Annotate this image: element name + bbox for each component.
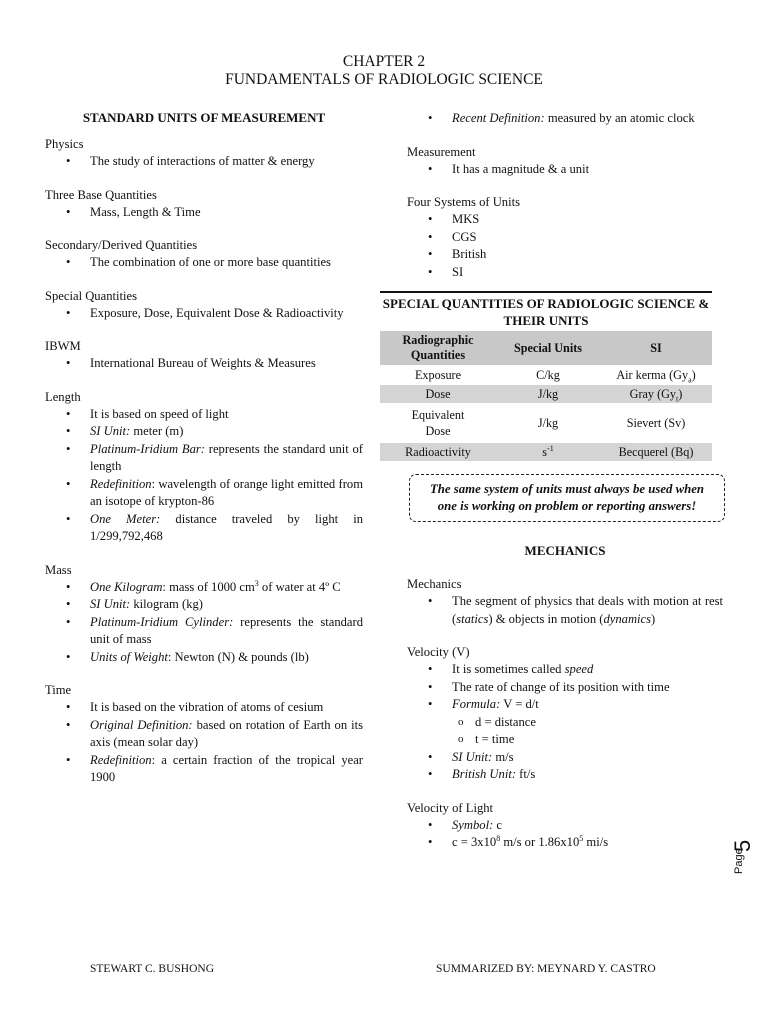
special-quantities-block [45, 288, 363, 323]
term: dynamics [603, 611, 652, 626]
units-note-box: The same system of units must always be used when one is working on problem or reporting answers! [409, 474, 725, 522]
table-cell: J/kg [496, 404, 600, 443]
list-item: • International Bureau of Weights & Measures [45, 355, 363, 373]
term: Symbol: [452, 817, 494, 832]
mass-block [45, 562, 363, 667]
list-item [45, 752, 363, 787]
si-unit: ) [691, 368, 696, 382]
definition: ) [651, 611, 656, 626]
sub-list-item: o d = distance [407, 714, 723, 732]
table-cell [600, 366, 712, 385]
definition: ) & objects in motion ( [488, 611, 604, 626]
definition: : mass of 1000 cm [162, 579, 255, 594]
term: British Unit: [452, 767, 517, 781]
list-item [45, 596, 363, 614]
definition: ft/s [516, 767, 536, 781]
list-item: • It is based on the vibration of atoms of cesium [45, 699, 363, 717]
si-unit: ) [678, 387, 683, 401]
list-item: • CGS [407, 229, 723, 247]
list-item [45, 614, 363, 649]
unit: s [542, 445, 548, 459]
velocity-heading: Velocity (V) [407, 645, 470, 659]
table-cell: Radioactivity [380, 443, 496, 462]
term: Original Definition: [90, 717, 193, 732]
velocity-of-light-heading: Velocity of Light [407, 800, 494, 815]
systems-heading: Four Systems of Units [407, 195, 521, 209]
list-item: • The study of interactions of matter & energy [45, 153, 363, 171]
definition: c [493, 817, 503, 832]
table-cell: Equivalent Dose [380, 404, 496, 443]
base-quantities-heading: Three Base Quantities [45, 187, 157, 202]
list-item [45, 649, 363, 667]
subscript: t [676, 394, 679, 404]
measurement-block [407, 144, 723, 179]
page-number-label [728, 828, 758, 878]
section-title-mechanics: MECHANICS [524, 543, 606, 558]
term: statics [456, 611, 489, 626]
page-word: Page [733, 848, 745, 874]
special-quantities-table-box [380, 291, 712, 462]
footer-author: STEWART C. BUSHONG [90, 963, 215, 975]
formula: m/s or 1.86x10 [500, 835, 580, 849]
section-title-standard-units: STANDARD UNITS OF MEASUREMENT [82, 110, 326, 125]
list-item [407, 110, 723, 128]
table-cell [496, 443, 600, 462]
column-header: Radiographic Quantities [380, 331, 496, 366]
list-item [45, 476, 363, 511]
list-item [407, 696, 723, 714]
list-item: • British [407, 246, 723, 264]
physics-heading: Physics [45, 137, 84, 151]
special-quantities-heading: Special Quantities [45, 288, 137, 303]
ibwm-block [45, 338, 363, 373]
list-item [45, 579, 363, 597]
time-heading: Time [45, 683, 72, 697]
sub-list-item: o t = time [407, 731, 723, 749]
left-column [45, 110, 363, 803]
superscript: 8 [496, 833, 501, 843]
chapter-title: FUNDAMENTALS OF RADIOLOGIC SCIENCE [225, 71, 543, 88]
table-cell: Dose [380, 385, 496, 404]
base-quantities-block [45, 187, 363, 222]
derived-quantities-block [45, 237, 363, 272]
mechanics-block [407, 576, 723, 628]
table-header-row [380, 331, 712, 366]
definition: The segment of physics that deals with motion at rest ( [452, 594, 723, 626]
list-item: • It is based on speed of light [45, 406, 363, 424]
table-cell: C/kg [496, 366, 600, 385]
subscript: a [688, 375, 692, 385]
time-block [45, 682, 363, 787]
list-item [407, 834, 723, 852]
table-title: SPECIAL QUANTITIES OF RADIOLOGIC SCIENCE & THEIR UNITS [382, 296, 710, 328]
si-unit: Air kerma (Gy [616, 368, 689, 382]
table-row [380, 443, 712, 462]
definition: : wavelength of orange light emitted from an isotope of krypton-86 [90, 476, 363, 508]
list-item [45, 423, 363, 441]
list-item: • Exposure, Dose, Equivalent Dose & Radioactivity [45, 305, 363, 323]
term: Recent Definition: [452, 111, 545, 125]
term: One Meter: [90, 511, 161, 526]
mass-heading: Mass [45, 562, 72, 577]
right-column [382, 110, 723, 868]
term: Platinum-Iridium Bar: [90, 441, 205, 456]
definition: distance traveled by light in 1/299,792,468 [90, 511, 363, 543]
table-cell: J/kg [496, 385, 600, 404]
definition: m/s [492, 749, 514, 764]
list-item: • MKS [407, 211, 723, 229]
velocity-block [407, 644, 723, 784]
list-item [407, 661, 723, 679]
formula: c = 3x10 [452, 835, 497, 849]
length-heading: Length [45, 389, 81, 404]
list-item: • It has a magnitude & a unit [407, 161, 723, 179]
definition: represents the standard unit of mass [90, 614, 363, 646]
term: SI Unit: [90, 597, 131, 611]
definition: It is sometimes called [452, 662, 565, 676]
formula: mi/s [583, 835, 609, 849]
definition: represents the standard unit of length [90, 441, 363, 473]
derived-quantities-heading: Secondary/Derived Quantities [45, 238, 198, 252]
term: SI Unit: [90, 424, 131, 438]
table-row [380, 385, 712, 404]
table-row [380, 404, 712, 443]
physics-block [45, 136, 363, 171]
list-item [407, 766, 723, 784]
recent-definition-block [407, 110, 723, 128]
si-unit: Gray (Gy [629, 387, 677, 401]
list-item [45, 511, 363, 546]
table-cell: Exposure [380, 366, 496, 385]
length-block [45, 389, 363, 546]
term: Redefinition [90, 476, 152, 491]
column-header: Special Units [496, 331, 600, 366]
definition: kilogram (kg) [130, 597, 203, 611]
column-header: SI [600, 331, 712, 366]
definition: V = d/t [500, 697, 539, 711]
table-cell: Sievert (Sv) [600, 404, 712, 443]
term: speed [564, 662, 594, 676]
term: Platinum-Iridium Cylinder: [90, 614, 234, 629]
definition: based on rotation of Earth on its axis (mean solar day) [90, 717, 364, 749]
term: Redefinition [90, 752, 152, 767]
term: One Kilogram [90, 579, 163, 594]
velocity-of-light-block [407, 800, 723, 852]
mechanics-heading: Mechanics [407, 577, 462, 591]
list-item [407, 593, 723, 628]
superscript: 3 [254, 578, 259, 588]
ibwm-heading: IBWM [45, 339, 81, 353]
systems-block [407, 194, 723, 281]
term: SI Unit: [452, 749, 493, 764]
special-quantities-table [380, 331, 712, 462]
term: Formula: [452, 697, 501, 711]
list-item: • Mass, Length & Time [45, 204, 363, 222]
list-item [407, 817, 723, 835]
table-row [380, 366, 712, 385]
superscript: 5 [579, 833, 584, 843]
measurement-heading: Measurement [407, 144, 476, 159]
footer-summarizer: SUMMARIZED BY: MEYNARD Y. CASTRO [436, 963, 656, 975]
list-item [45, 717, 363, 752]
definition: : a certain fraction of the tropical year 1900 [90, 752, 363, 784]
superscript: -1 [547, 443, 554, 453]
list-item: • The combination of one or more base quantities [45, 254, 363, 272]
table-cell [600, 385, 712, 404]
list-item [407, 749, 723, 767]
definition: measured by an atomic clock [544, 111, 695, 125]
term: Units of Weight [90, 649, 168, 664]
list-item: • SI [407, 264, 723, 282]
list-item: • The rate of change of its position with time [407, 679, 723, 697]
page-number: 5 [730, 839, 755, 852]
table-cell: Becquerel (Bq) [600, 443, 712, 462]
definition: meter (m) [130, 424, 184, 438]
definition: : Newton (N) & pounds (lb) [167, 649, 309, 664]
chapter-number: CHAPTER 2 [342, 53, 426, 70]
list-item [45, 441, 363, 476]
definition: of water at 4º C [258, 579, 341, 594]
